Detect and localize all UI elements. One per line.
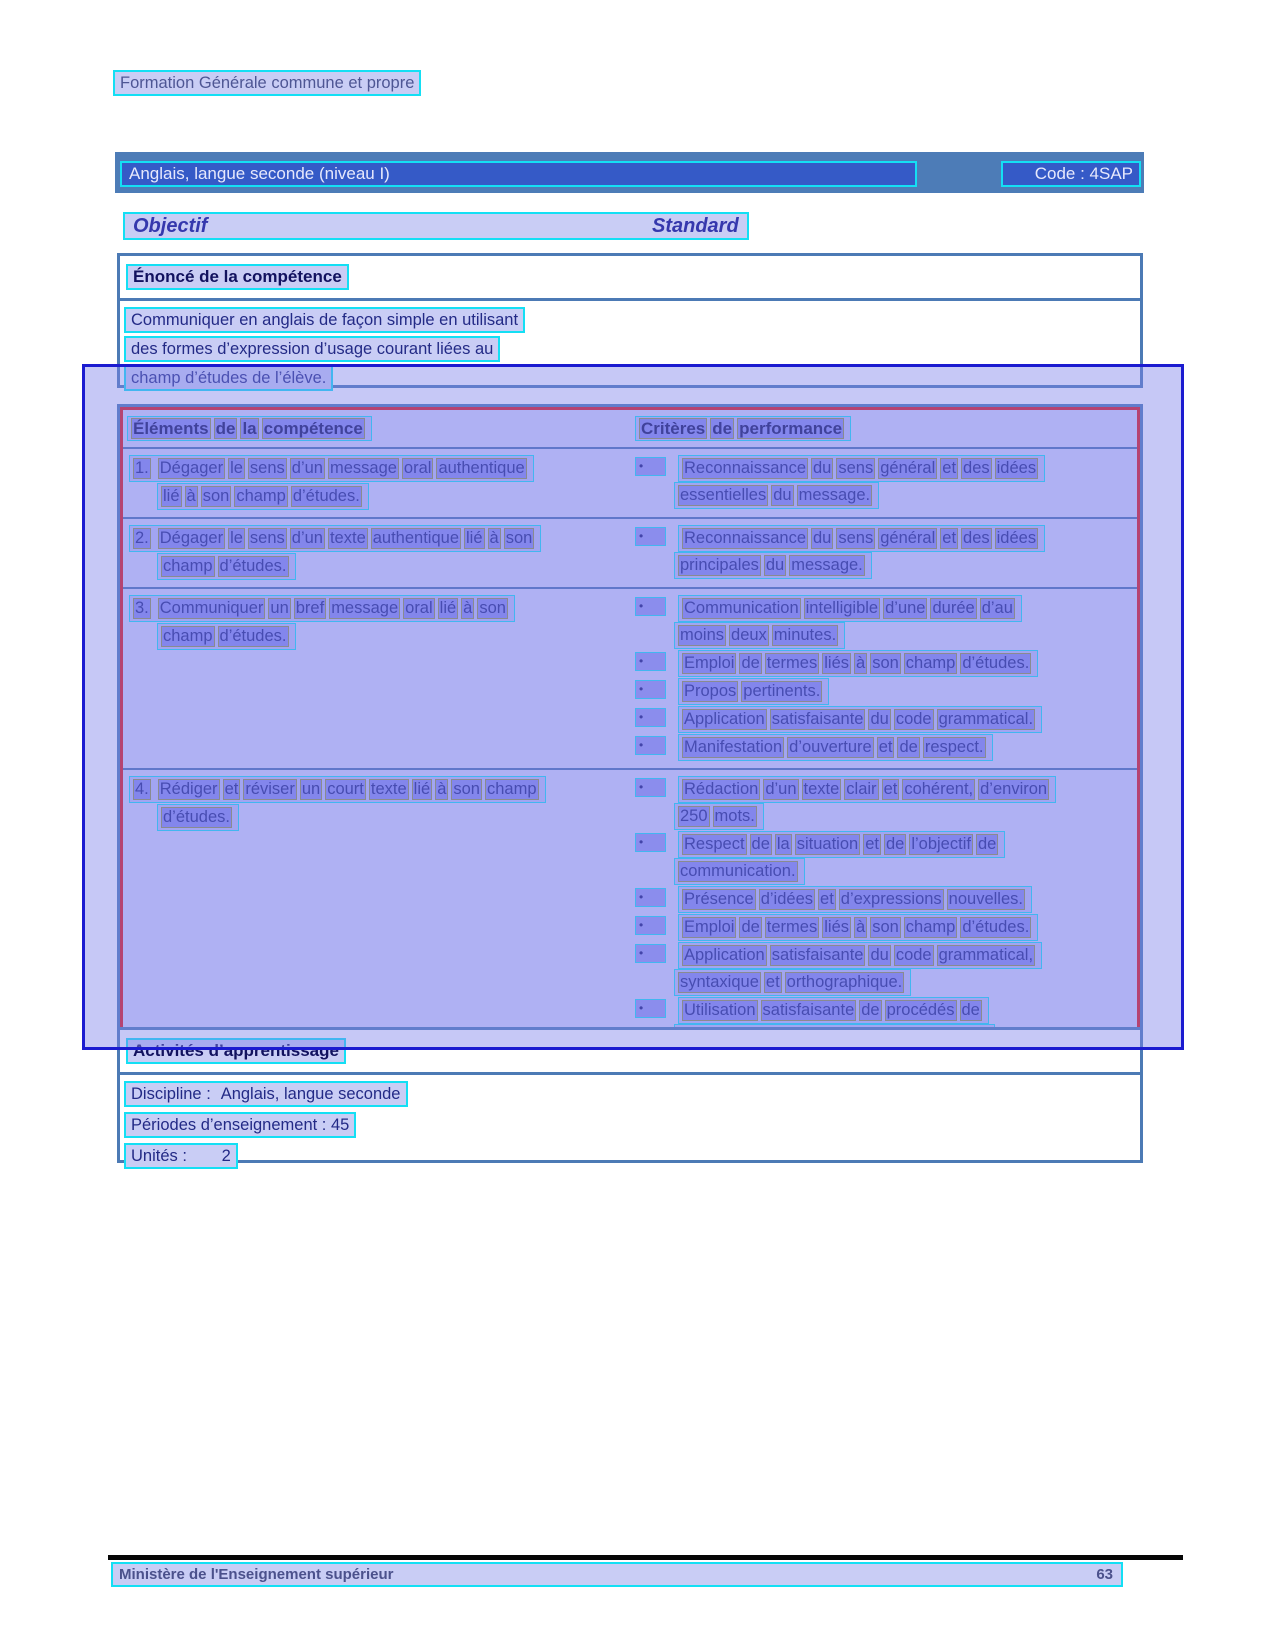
word-box: d’au	[981, 599, 1013, 617]
word-box: lié	[163, 487, 180, 505]
criterion-line	[635, 525, 1133, 552]
enonce-body	[120, 301, 1140, 398]
criterion	[635, 886, 1133, 913]
criteria-cell	[627, 525, 1133, 581]
word-box: lié	[413, 780, 431, 798]
word-box: du	[813, 529, 832, 547]
field-label: Unités :	[131, 1147, 187, 1165]
word-box: Emploi	[684, 654, 735, 672]
activites-table	[117, 1027, 1143, 1163]
criterion	[635, 706, 1133, 733]
word-box: procédés	[886, 1001, 955, 1019]
footer-rule	[108, 1555, 1183, 1560]
word-box: d’études.	[962, 918, 1030, 936]
word-box: Reconnaissance	[684, 459, 806, 477]
word-box: idées	[996, 529, 1037, 547]
criterion-line	[635, 734, 1133, 761]
bullet-icon: •	[635, 888, 666, 907]
ocr-line-box	[674, 803, 764, 830]
word-box: de	[215, 419, 236, 438]
word-box: et	[883, 780, 898, 798]
word-box: de	[751, 835, 770, 853]
word-box: d’expressions	[840, 890, 942, 908]
word-box: Application	[684, 710, 765, 728]
word-box: d’études.	[962, 654, 1030, 672]
word-box: à	[856, 654, 866, 672]
course-title-bar	[115, 152, 1144, 193]
word-box: sens	[249, 459, 285, 477]
ocr-line-box	[157, 483, 369, 510]
ocr-line-box: Formation Générale commune et propre	[113, 70, 421, 96]
word-box: minutes.	[773, 626, 837, 644]
competence-row	[123, 517, 1137, 587]
word-box: champ	[486, 780, 537, 798]
ocr-line-box: Communiquer en anglais de façon simple en utilisant	[124, 307, 525, 333]
criterion-line	[635, 678, 1133, 705]
activites-header: Activités d’apprentissage	[126, 1038, 346, 1064]
criterion	[635, 831, 1133, 885]
word-box: message	[329, 459, 397, 477]
word-box: son	[479, 599, 506, 617]
word-box: satisfaisante	[771, 710, 864, 728]
header-note	[113, 70, 421, 96]
element-cell	[127, 525, 627, 581]
criterion-line	[635, 455, 1133, 482]
field-label: Discipline :	[131, 1085, 211, 1103]
criterion-line	[635, 997, 1133, 1024]
ocr-line-box	[124, 1081, 408, 1107]
ocr-line-box	[678, 886, 1032, 913]
word-box: Rédiger	[159, 780, 218, 798]
word-box: des	[963, 459, 990, 477]
ocr-line-box	[129, 525, 541, 552]
footer-ministry: Ministère de l'Enseignement supérieur	[119, 1566, 394, 1583]
elements-col2-header	[627, 416, 1133, 441]
word-box: et	[942, 529, 957, 547]
bullet-icon: •	[635, 652, 666, 671]
word-box: bref	[295, 599, 325, 617]
bullet-icon: •	[635, 833, 666, 852]
word-box: performance	[739, 419, 843, 438]
word-box: situation	[796, 835, 859, 853]
word-box: d’études.	[219, 557, 287, 575]
word-box: et	[865, 835, 879, 853]
heading-standard: Standard	[652, 215, 739, 237]
word-box: mots.	[714, 807, 755, 825]
word-box: à	[489, 529, 499, 547]
ocr-line-box	[678, 678, 829, 705]
word-box: de	[899, 738, 918, 756]
word-box: sens	[838, 459, 874, 477]
field-value: 45	[330, 1116, 350, 1134]
elements-table	[117, 404, 1143, 1092]
element-item-line	[129, 525, 627, 552]
ocr-line-box: des formes d’expression d’usage courant liées au	[124, 336, 500, 362]
elements-header-row	[123, 410, 1137, 449]
ocr-line-box	[124, 1112, 356, 1138]
word-box: un	[270, 599, 289, 617]
word-box: oral	[405, 599, 433, 617]
word-box: et	[942, 459, 957, 477]
word-box: sens	[249, 529, 285, 547]
word-box: termes	[766, 654, 818, 672]
word-box: d’ouverture	[789, 738, 872, 756]
word-box: code	[895, 710, 932, 728]
word-box: réviser	[245, 780, 295, 798]
word-box: Reconnaissance	[684, 529, 806, 547]
word-box: son	[872, 654, 899, 672]
word-box: idées	[996, 459, 1037, 477]
word-box: Dégager	[159, 529, 224, 547]
criterion	[635, 914, 1133, 941]
word-box: à	[856, 918, 866, 936]
field-value: Anglais, langue seconde	[220, 1085, 401, 1103]
criterion-line	[635, 942, 1133, 969]
bullet-icon: •	[635, 457, 666, 476]
word-box: court	[327, 780, 364, 798]
word-box: 250	[680, 807, 708, 825]
word-box: du	[870, 710, 889, 728]
word-box: champ	[163, 627, 213, 645]
enonce-line	[124, 336, 1140, 362]
criterion	[635, 525, 1133, 579]
word-box: à	[437, 780, 447, 798]
word-box: message.	[798, 486, 871, 504]
word-box: 4.	[135, 780, 149, 798]
word-box: Manifestation	[684, 738, 783, 756]
word-box: d’environ	[980, 780, 1048, 798]
word-box: message.	[791, 556, 863, 574]
red-annotation-box	[120, 407, 1140, 1089]
ocr-line-box	[674, 622, 845, 649]
word-box: Utilisation	[684, 1001, 756, 1019]
ocr-line-box	[678, 914, 1038, 941]
word-box: moins	[680, 626, 725, 644]
word-box: message	[331, 599, 399, 617]
ocr-line-box	[129, 776, 546, 803]
criterion-line	[635, 595, 1133, 622]
word-box: clair	[846, 780, 877, 798]
bullet-icon: •	[635, 680, 666, 699]
word-box: du	[813, 459, 832, 477]
ocr-line-box	[674, 969, 911, 996]
ocr-line-box	[678, 650, 1038, 677]
enonce-header: Énoncé de la compétence	[126, 264, 349, 290]
word-box: 3.	[135, 599, 149, 617]
word-box: et	[878, 738, 893, 756]
word-box: satisfaisante	[762, 1001, 855, 1019]
criterion-line	[674, 622, 1133, 649]
word-box: liés	[824, 654, 849, 672]
word-box: pertinents.	[743, 682, 821, 700]
criterion	[635, 942, 1133, 996]
criterion	[635, 678, 1133, 705]
footer-page-number: 63	[1096, 1566, 1113, 1583]
criterion-line	[635, 776, 1133, 803]
enonce-table	[117, 253, 1143, 388]
element-item-line	[157, 553, 627, 580]
word-box: satisfaisante	[771, 946, 864, 964]
element-item-line	[157, 623, 627, 650]
word-box: des	[963, 529, 990, 547]
word-box: Respect	[684, 835, 745, 853]
ocr-line-box	[635, 416, 851, 441]
ocr-line-box	[157, 623, 296, 650]
word-box: d’études.	[292, 487, 360, 505]
word-box: lié	[439, 599, 457, 617]
word-box: champ	[163, 557, 213, 575]
word-box: syntaxique	[680, 973, 759, 991]
competence-row	[123, 587, 1137, 768]
word-box: son	[505, 529, 533, 547]
element-cell	[127, 595, 627, 762]
word-box: et	[765, 973, 780, 991]
bullet-icon: •	[635, 597, 666, 616]
word-box: authentique	[372, 529, 459, 547]
activites-row	[124, 1081, 1140, 1107]
bullet-icon: •	[635, 999, 666, 1018]
course-code: Code : 4SAP	[1001, 161, 1141, 187]
bullet-icon: •	[635, 778, 666, 797]
element-item-line	[129, 776, 627, 803]
criteria-cell	[627, 595, 1133, 762]
word-box: de	[885, 835, 905, 853]
ocr-line-box	[678, 776, 1056, 803]
word-box: Propos	[684, 682, 737, 700]
word-box: le	[230, 529, 243, 547]
word-box: code	[895, 946, 932, 964]
elements-rows	[123, 449, 1137, 1086]
criterion-line	[635, 650, 1133, 677]
ocr-line-box	[157, 804, 239, 831]
word-box: général	[880, 529, 936, 547]
ocr-line-box	[678, 734, 993, 761]
footer-bar	[111, 1562, 1123, 1587]
word-box: respect.	[924, 738, 984, 756]
word-box: d’études.	[163, 808, 230, 826]
element-item-line	[129, 595, 627, 622]
word-box: durée	[932, 599, 975, 617]
bullet-icon: •	[635, 708, 666, 727]
criterion	[635, 650, 1133, 677]
ocr-line-box	[124, 1143, 238, 1169]
section-headings-row	[123, 212, 749, 240]
word-box: essentielles	[680, 486, 767, 504]
word-box: d’un	[291, 529, 323, 547]
word-box: de	[712, 419, 733, 438]
word-box: champ	[236, 487, 286, 505]
bullet-icon: •	[635, 944, 666, 963]
word-box: du	[765, 556, 785, 574]
word-box: Éléments	[133, 419, 209, 438]
criterion-line	[674, 482, 1133, 509]
word-box: de	[741, 654, 760, 672]
field-value: 2	[221, 1147, 231, 1165]
word-box: Emploi	[684, 918, 735, 936]
ocr-line-box	[157, 553, 296, 580]
word-box: Application	[684, 946, 765, 964]
word-box: la	[776, 835, 790, 853]
activites-header-row	[120, 1030, 1140, 1075]
word-box: cohérent,	[904, 780, 974, 798]
word-box: liés	[824, 918, 849, 936]
ocr-line-box	[129, 595, 515, 622]
word-box: son	[453, 780, 480, 798]
word-box: général	[880, 459, 936, 477]
word-box: deux	[731, 626, 767, 644]
ocr-line-box	[678, 525, 1045, 552]
word-box: principales	[680, 556, 759, 574]
word-box: Communiquer	[159, 599, 264, 617]
word-box: intelligible	[805, 599, 879, 617]
word-box: orthographique.	[786, 973, 903, 991]
word-box: d’une	[885, 599, 926, 617]
criterion	[635, 595, 1133, 649]
word-box: authentique	[438, 459, 525, 477]
word-box: d’un	[291, 459, 323, 477]
word-box: du	[870, 946, 889, 964]
word-box: la	[242, 419, 257, 438]
bullet-icon: •	[635, 527, 666, 546]
ocr-line-box	[674, 858, 805, 885]
criterion-line	[635, 914, 1133, 941]
word-box: et	[820, 890, 834, 908]
word-box: 1.	[135, 459, 149, 477]
word-box: d’idées	[760, 890, 814, 908]
criterion-line	[674, 803, 1133, 830]
ocr-line-box	[674, 482, 879, 509]
word-box: un	[301, 780, 321, 798]
ocr-line-box	[129, 455, 534, 482]
word-box: texte	[803, 780, 840, 798]
criterion-line	[674, 858, 1133, 885]
word-box: son	[202, 487, 230, 505]
criterion-line	[674, 552, 1133, 579]
criterion	[635, 734, 1133, 761]
criterion	[635, 455, 1133, 509]
word-box: oral	[403, 459, 432, 477]
enonce-line	[124, 365, 1140, 391]
word-box: de	[741, 918, 760, 936]
ocr-line-box: champ d’études de l’élève.	[124, 365, 333, 391]
word-box: du	[773, 486, 792, 504]
criteria-cell	[627, 455, 1133, 511]
element-item-line	[157, 483, 627, 510]
bullet-icon: •	[635, 736, 666, 755]
word-box: nouvelles.	[948, 890, 1023, 908]
ocr-line-box	[678, 997, 989, 1024]
word-box: à	[463, 599, 473, 617]
word-box: sens	[838, 529, 874, 547]
element-item-line	[157, 804, 627, 831]
criterion-line	[635, 886, 1133, 913]
field-label: Périodes d’enseignement :	[131, 1116, 327, 1134]
word-box: 2.	[135, 529, 149, 547]
bullet-icon: •	[635, 916, 666, 935]
word-box: d’études.	[219, 627, 287, 645]
word-box: champ	[905, 918, 956, 936]
word-box: grammatical,	[938, 946, 1034, 964]
ocr-line-box	[678, 942, 1042, 969]
word-box: communication.	[680, 862, 796, 880]
ocr-line-box	[678, 455, 1045, 482]
word-box: l’objectif	[911, 835, 971, 853]
word-box: lié	[466, 529, 483, 547]
criterion-line	[674, 969, 1133, 996]
word-box: texte	[370, 780, 407, 798]
word-box: Rédaction	[684, 780, 759, 798]
enonce-header-row	[120, 256, 1140, 301]
word-box: termes	[766, 918, 818, 936]
word-box: grammatical.	[938, 710, 1034, 728]
criterion-line	[635, 706, 1133, 733]
ocr-line-box	[678, 831, 1005, 858]
competence-row	[123, 449, 1137, 517]
word-box: à	[186, 487, 196, 505]
word-box: son	[872, 918, 899, 936]
enonce-line	[124, 307, 1140, 333]
element-cell	[127, 455, 627, 511]
activites-row	[124, 1143, 1140, 1169]
word-box: compétence	[263, 419, 363, 438]
word-box: Communication	[684, 599, 799, 617]
element-item-line	[129, 455, 627, 482]
course-title: Anglais, langue seconde (niveau I)	[120, 161, 917, 187]
word-box: de	[961, 1001, 980, 1019]
word-box: de	[861, 1001, 880, 1019]
heading-objectif: Objectif	[133, 215, 208, 237]
ocr-line-box	[127, 416, 372, 441]
ocr-line-box	[678, 706, 1042, 733]
word-box: de	[977, 835, 997, 853]
word-box: Dégager	[159, 459, 224, 477]
criterion	[635, 776, 1133, 830]
word-box: champ	[905, 654, 956, 672]
ocr-line-box	[678, 595, 1022, 622]
word-box: texte	[329, 529, 366, 547]
word-box: Présence	[684, 890, 754, 908]
word-box: le	[230, 459, 243, 477]
elements-col1-header	[127, 416, 627, 441]
activites-row	[124, 1112, 1140, 1138]
criterion-line	[635, 831, 1133, 858]
word-box: d’un	[765, 780, 797, 798]
word-box: Critères	[641, 419, 706, 438]
ocr-line-box	[674, 552, 872, 579]
activites-body	[120, 1075, 1140, 1178]
word-box: et	[224, 780, 239, 798]
